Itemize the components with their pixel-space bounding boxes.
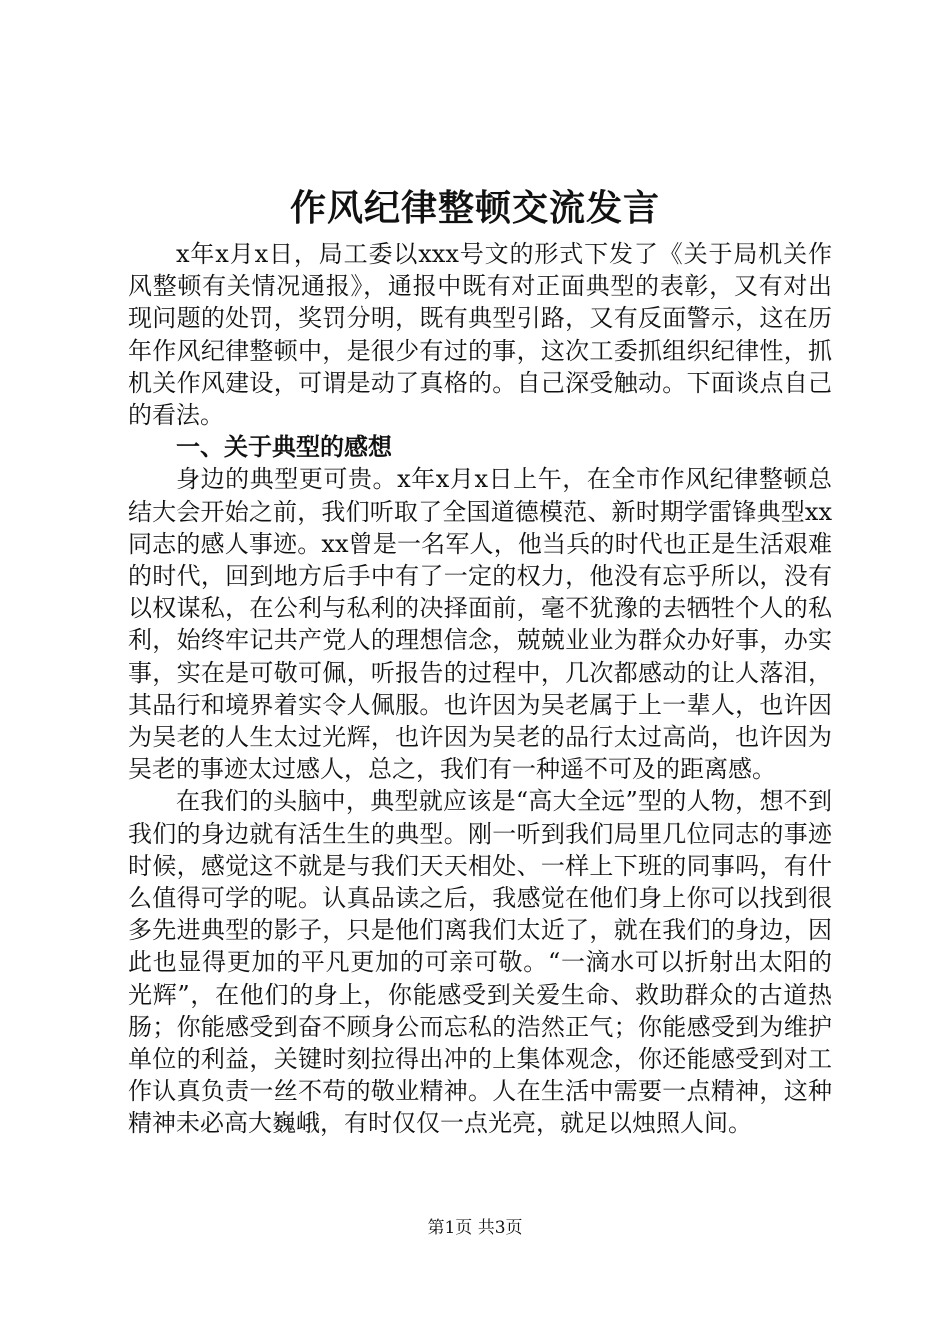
document-body: [128, 238, 832, 1140]
page-number-footer: 第1页 共3页: [427, 1218, 523, 1238]
document-title: 作风纪律整顿交流发言: [289, 187, 660, 229]
body-paragraph: 身边的典型更可贵。x年x月x日上午，在全市作风纪律整顿总结大会开始之前，我们听取了全国道德模范、新时期学雷锋典型xx同志的感人事迹。xx曾是一名军人，他当兵的时代也正是生活艰难的时代，回到地方后手中有了一定的权力，他没有忘乎所以，没有以权谋私，在公利与私利的决择面前，毫不犹豫的去牺牲个人的私利，始终牢记共产党人的理想信念，兢兢业业为群众办好事，办实事，实在是可敬可佩，听报告的过程中，几次都感动的让人落泪，其品行和境界着实令人佩服。也许因为吴老属于上一辈人，也许因为吴老的人生太过光辉，也许因为吴老的品行太过高尚，也许因为吴老的事迹太过感人，总之，我们有一种遥不可及的距离感。: [128, 465, 832, 784]
body-paragraph: 在我们的头脑中，典型就应该是“高大全远”型的人物，想不到我们的身边就有活生生的典型。刚一听到我们局里几位同志的事迹时候，感觉这不就是与我们天天相处、一样上下班的同事吗，有什么值得可学的呢。认真品读之后，我感觉在他们身上你可以找到很多先进典型的影子，只是他们离我们太近了，就在我们的身边，因此也显得更加的平凡更加的可亲可敬。“一滴水可以折射出太阳的光辉”，在他们的身上，你能感受到关爱生命、救助群众的古道热肠；你能感受到奋不顾身公而忘私的浩然正气；你能感受到为维护单位的利益，关键时刻拉得出冲的上集体观念，你还能感受到对工作认真负责一丝不苟的敬业精神。人在生活中需要一点精神，这种精神未必高大巍峨，有时仅仅一点光亮，就足以烛照人间。: [128, 787, 832, 1138]
section-heading: 一、关于典型的感想: [176, 433, 392, 462]
intro-paragraph: x年x月x日，局工委以xxx号文的形式下发了《关于局机关作风整顿有关情况通报》，通报中既有对正面典型的表彰，又有对出现问题的处罚，奖罚分明，既有典型引路，又有反面警示，这在历年作风纪律整顿中，是很少有过的事，这次工委抓组织纪律性，抓机关作风建设，可谓是动了真格的。自己深受触动。下面谈点自己的看法。: [128, 240, 832, 430]
